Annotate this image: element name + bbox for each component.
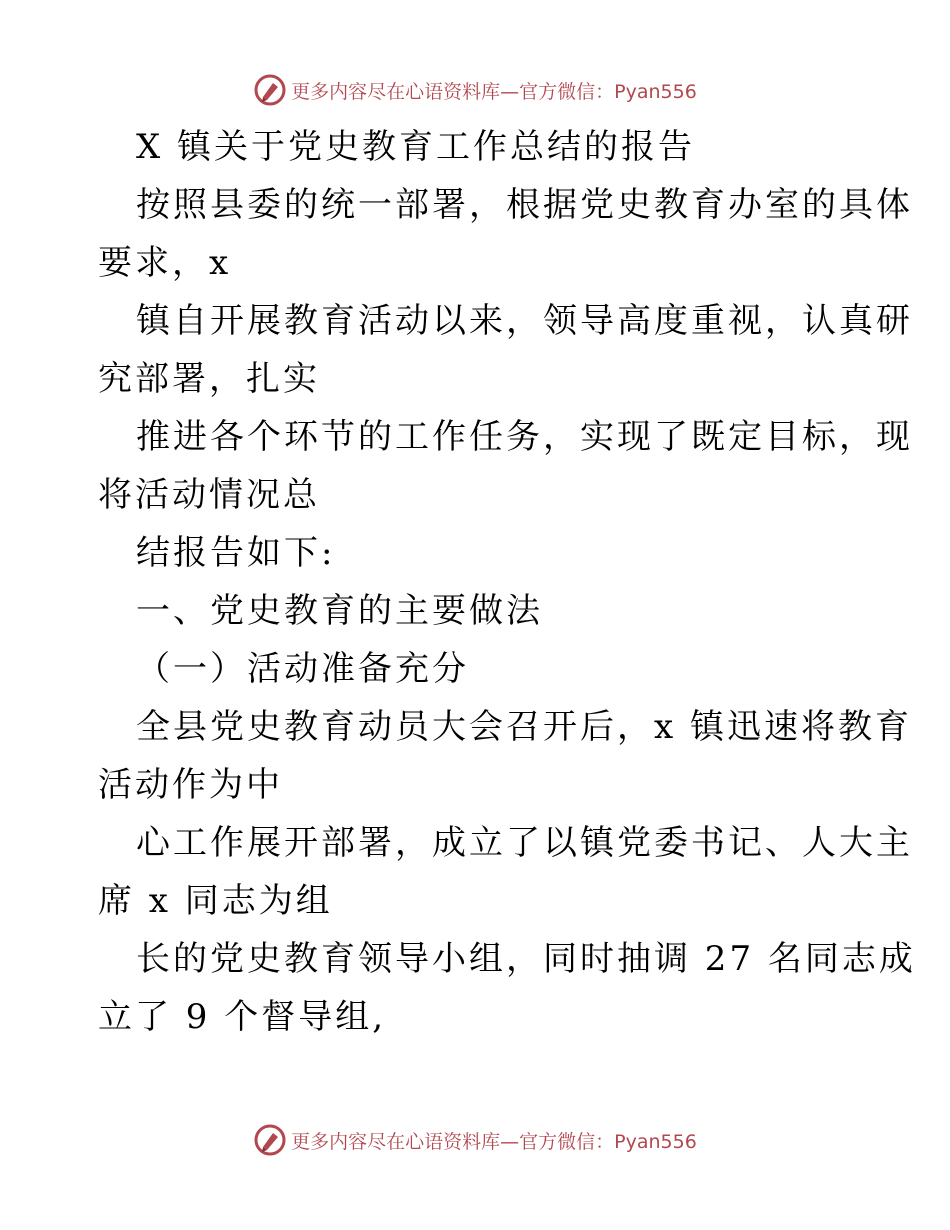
text-line: 要求，x bbox=[98, 243, 232, 283]
text-line: 立了 9 个督导组, bbox=[98, 997, 387, 1037]
text-line: 镇自开展教育活动以来，领导高度重视，认真研 bbox=[136, 301, 913, 341]
pen-nib-circle-icon bbox=[253, 1123, 287, 1157]
text-line: 将活动情况总 bbox=[98, 475, 320, 515]
text-line: 长的党史教育领导小组，同时抽调 27 名同志成 bbox=[136, 939, 916, 979]
text-line: X 镇关于党史教育工作总结的报告 bbox=[136, 127, 696, 167]
text-line: 心工作展开部署，成立了以镇党委书记、人大主 bbox=[136, 823, 913, 863]
pen-nib-circle-icon bbox=[253, 73, 287, 107]
text-line: 推进各个环节的工作任务，实现了既定目标，现 bbox=[136, 417, 913, 457]
text-line: （一）活动准备充分 bbox=[136, 649, 469, 689]
watermark-text: 更多内容尽在心语资料库—官方微信：Pyan556 bbox=[291, 80, 697, 103]
watermark-header bbox=[0, 70, 950, 110]
text-line: 一、党史教育的主要做法 bbox=[136, 591, 543, 631]
watermark-footer bbox=[0, 1120, 950, 1160]
text-line: 全县党史教育动员大会召开后，x 镇迅速将教育 bbox=[136, 707, 912, 747]
text-line: 按照县委的统一部署，根据党史教育办室的具体 bbox=[136, 185, 913, 225]
watermark-text: 更多内容尽在心语资料库—官方微信：Pyan556 bbox=[291, 1130, 697, 1153]
text-line: 席 x 同志为组 bbox=[98, 881, 333, 921]
document-body bbox=[98, 118, 916, 1046]
text-line: 结报告如下: bbox=[136, 533, 336, 573]
text-line: 究部署，扎实 bbox=[98, 359, 320, 399]
text-line: 活动作为中 bbox=[98, 765, 283, 805]
